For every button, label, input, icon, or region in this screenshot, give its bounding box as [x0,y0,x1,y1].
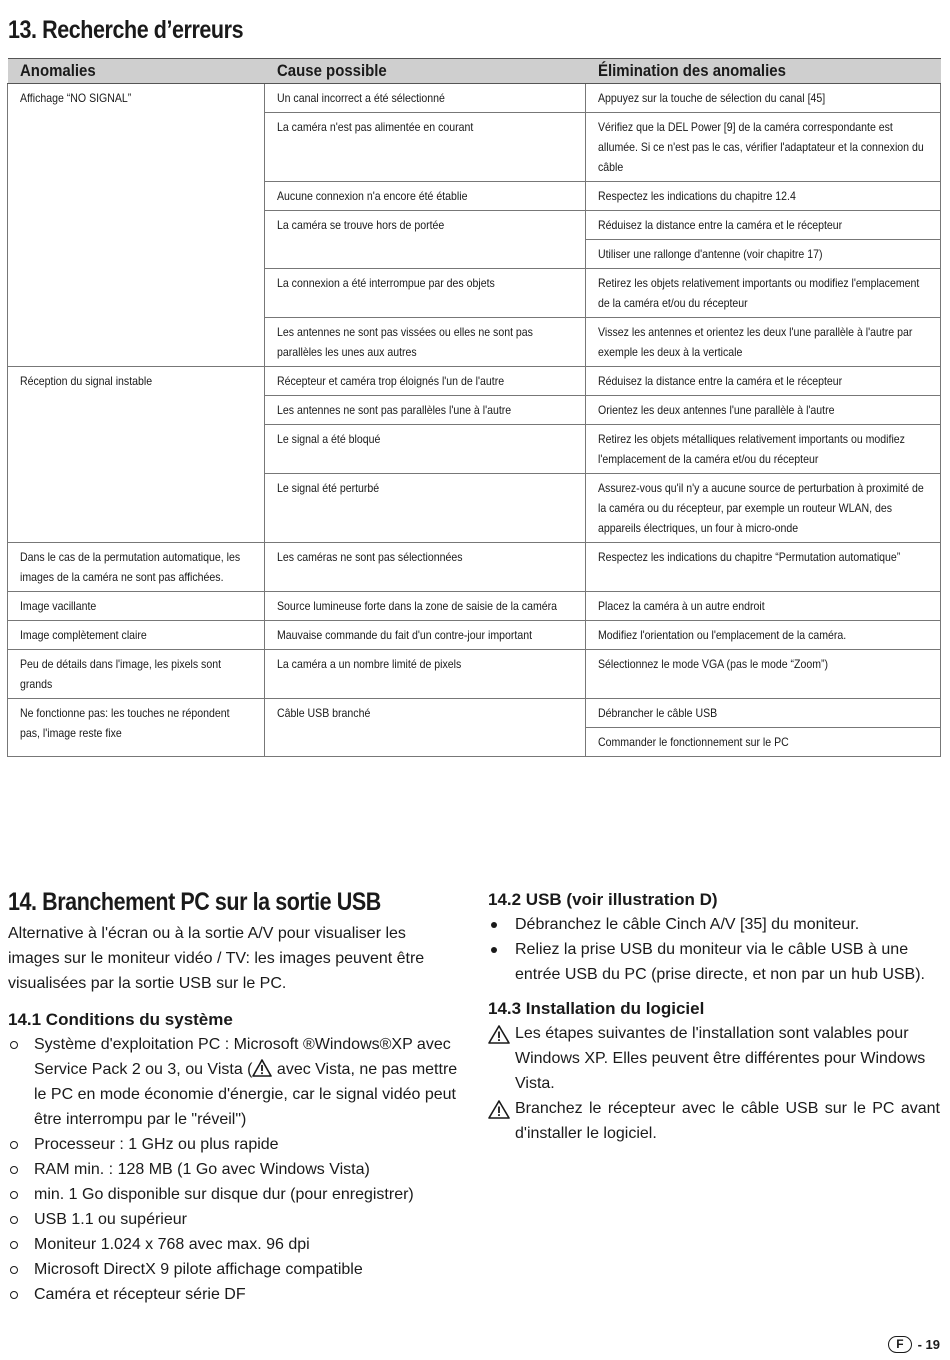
cause-cell: Un canal incorrect a été sélectionné [265,84,586,113]
list-item: USB 1.1 ou supérieur [8,1207,458,1232]
anomaly-cell: Image vacillante [8,592,265,621]
solution-cell: Respectez les indications du chapitre 12.4 [586,182,941,211]
cause-cell: Récepteur et caméra trop éloignés l'un de l'autre [265,367,586,396]
list-item: Reliez la prise USB du moniteur via le câble USB à une entrée USB du PC (prise directe, et non par un hub USB). [488,937,940,987]
system-requirements-list [8,1032,458,1307]
solution-cell: Utiliser une rallonge d'antenne (voir chapitre 17) [586,240,941,269]
cause-cell: Câble USB branché [265,699,586,757]
cause-cell: Aucune connexion n'a encore été établie [265,182,586,211]
list-item: Débranchez le câble Cinch A/V [35] du moniteur. [488,912,940,937]
header-cause: Cause possible [265,59,586,84]
table-row [8,650,941,699]
solution-cell: Réduisez la distance entre la caméra et le récepteur [586,367,941,396]
cause-cell: La caméra se trouve hors de portée [265,211,586,269]
list-item: Processeur : 1 GHz ou plus rapide [8,1132,458,1157]
list-item: Microsoft DirectX 9 pilote affichage compatible [8,1257,458,1282]
cause-cell: Les caméras ne sont pas sélectionnées [265,543,586,592]
list-item: RAM min. : 128 MB (1 Go avec Windows Vista) [8,1157,458,1182]
section-14-intro: Alternative à l'écran ou à la sortie A/V pour visualiser les images sur le moniteur vidéo / TV: les images peuvent être visualisées par la sortie USB sur le PC. [8,925,425,992]
list-item: Moniteur 1.024 x 768 avec max. 96 dpi [8,1232,458,1257]
list-item: min. 1 Go disponible sur disque dur (pour enregistrer) [8,1182,458,1207]
warning-note: Branchez le récepteur avec le câble USB sur le PC avant d'installer le logiciel. [488,1096,940,1146]
table-row [8,592,941,621]
cause-cell: La caméra a un nombre limité de pixels [265,650,586,699]
anomaly-cell: Réception du signal instable [8,367,265,543]
header-solution: Élimination des anomalies [586,59,941,84]
anomaly-cell: Affichage “NO SIGNAL” [8,84,265,367]
table-row [8,367,941,396]
solution-cell: Vissez les antennes et orientez les deux l'une parallèle à l'autre par exemple les deux à la verticale [586,318,941,367]
table-row [8,84,941,113]
cause-cell: Les antennes ne sont pas parallèles l'une à l'autre [265,396,586,425]
list-item: Caméra et récepteur série DF [8,1282,458,1307]
language-badge: F [888,1336,911,1353]
section-13-title: 13. Recherche d’erreurs [8,16,244,44]
page-number: - 19 [917,1337,940,1352]
warning-icon [488,1100,510,1119]
solution-cell: Orientez les deux antennes l'une parallèle à l'autre [586,396,941,425]
cause-cell: Les antennes ne sont pas vissées ou elles ne sont pas parallèles les unes aux autres [265,318,586,367]
warning-note: Les étapes suivantes de l'installation sont valables pour Windows XP. Elles peuvent être différentes pour Windows Vista. [488,1021,940,1096]
troubleshooting-table [7,58,941,757]
cause-cell: Le signal a été bloqué [265,425,586,474]
cause-cell: La connexion a été interrompue par des objets [265,269,586,318]
list-item: Système d'exploitation PC : Microsoft ®Windows®XP avec Service Pack 2 ou 3, ou Vista ( avec Vista, ne pas mettre le PC en mode économie d'énergie, car le signal vidéo peut être interrompu par le "réveil") [8,1032,458,1132]
section-14-1-title: 14.1 Conditions du système [8,1010,233,1029]
solution-cell: Modifiez l'orientation ou l'emplacement de la caméra. [586,621,941,650]
solution-cell: Réduisez la distance entre la caméra et le récepteur [586,211,941,240]
solution-cell: Retirez les objets métalliques relativement importants ou modifiez l'emplacement de la caméra et/ou du récepteur [586,425,941,474]
cause-cell: La caméra n'est pas alimentée en courant [265,113,586,182]
solution-cell: Commander le fonctionnement sur le PC [586,728,941,757]
anomaly-cell: Dans le cas de la permutation automatique, les images de la caméra ne sont pas affichées. [8,543,265,592]
section-14-left-column [8,888,458,1307]
table-row [8,543,941,592]
solution-cell: Respectez les indications du chapitre “Permutation automatique” [586,543,941,592]
page-footer [888,1336,940,1353]
solution-cell: Appuyez sur la touche de sélection du canal [45] [586,84,941,113]
table-row [8,621,941,650]
table-row [8,699,941,728]
anomaly-cell: Peu de détails dans l'image, les pixels sont grands [8,650,265,699]
warning-icon [252,1059,272,1077]
solution-cell: Retirez les objets relativement importants ou modifiez l'emplacement de la caméra et/ou du récepteur [586,269,941,318]
solution-cell: Assurez-vous qu'il n'y a aucune source de perturbation à proximité de la caméra ou du récepteur, par exemple un routeur WLAN, des appareils électriques, un four à micro-onde [586,474,941,543]
solution-cell: Vérifiez que la DEL Power [9] de la caméra correspondante est allumée. Si ce n'est pas le cas, vérifier l'adaptateur et la connexion du câble [586,113,941,182]
cause-cell: Le signal été perturbé [265,474,586,543]
anomaly-cell: Image complètement claire [8,621,265,650]
cause-cell: Mauvaise commande du fait d'un contre-jour important [265,621,586,650]
warning-icon [488,1025,510,1044]
section-14-title: 14. Branchement PC sur la sortie USB [8,888,381,916]
usb-steps-list [488,912,940,987]
section-14-2-title: 14.2 USB (voir illustration D) [488,890,718,909]
solution-cell: Sélectionnez le mode VGA (pas le mode “Zoom”) [586,650,941,699]
table-header-row [8,59,941,84]
anomaly-cell: Ne fonctionne pas: les touches ne répondent pas, l'image reste fixe [8,699,265,757]
header-anomalies: Anomalies [8,59,265,84]
solution-cell: Débrancher le câble USB [586,699,941,728]
cause-cell: Source lumineuse forte dans la zone de saisie de la caméra [265,592,586,621]
section-14-3-title: 14.3 Installation du logiciel [488,999,705,1018]
section-14-right-column [488,888,940,1146]
solution-cell: Placez la caméra à un autre endroit [586,592,941,621]
